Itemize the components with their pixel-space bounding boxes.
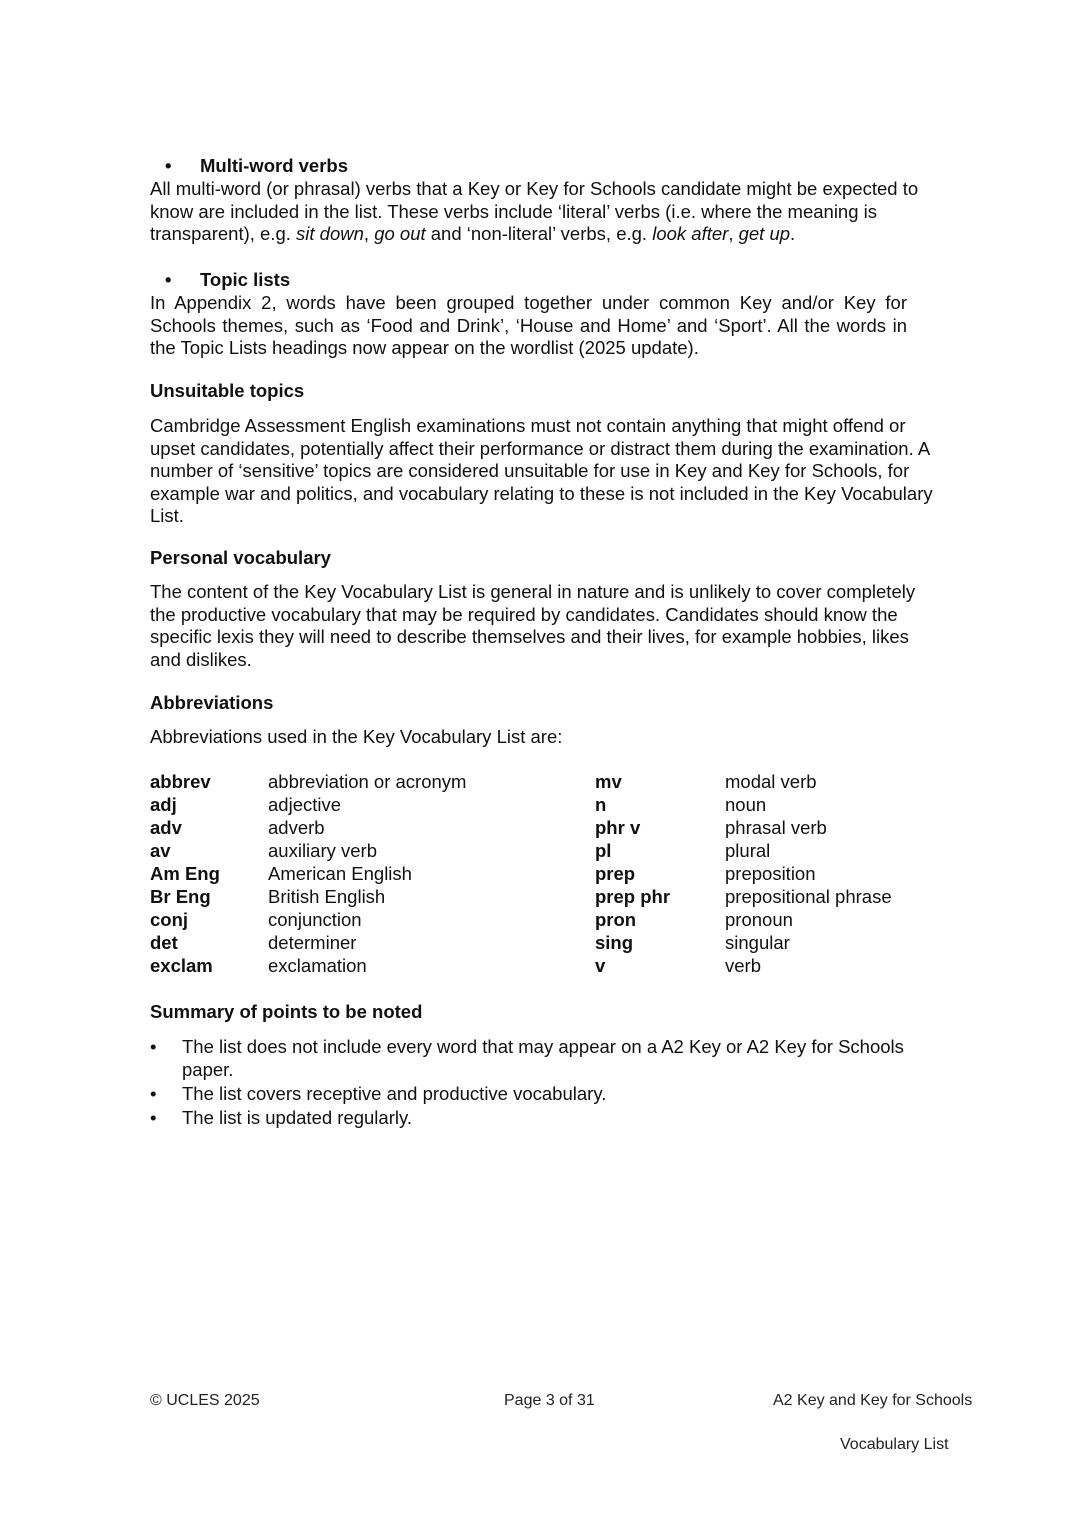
- meaning: singular: [725, 932, 790, 953]
- footer-page-number: Page 3 of 31: [504, 1392, 595, 1409]
- meaning: abbreviation or acronym: [268, 771, 467, 792]
- abbreviations-table: [150, 770, 975, 977]
- abbreviation-row: [150, 931, 975, 954]
- multiword-heading: • Multi-word verbs: [165, 155, 349, 176]
- personal-paragraph: The content of the Key Vocabulary List is general in nature and is unlikely to cover completely the productive vocabulary that may be required by candidates. Candidates should know the specific lexis they will need to describe themselves and their lives, for example hobbies, likes and dislikes.: [150, 581, 916, 670]
- meaning: noun: [725, 794, 767, 815]
- abbreviation: conj: [150, 909, 189, 930]
- abbreviation: mv: [595, 771, 622, 792]
- abbreviation-row: [150, 885, 975, 908]
- abbreviation-row: [150, 954, 975, 977]
- summary-item: • The list does not include every word that may appear on a A2 Key or A2 Key for Schools paper.: [150, 1036, 910, 1081]
- unsuitable-heading: Unsuitable topics: [150, 380, 305, 401]
- meaning: determiner: [268, 932, 357, 953]
- heading-text: Topic lists: [200, 269, 291, 290]
- summary-list: [150, 1036, 910, 1131]
- abbreviation: det: [150, 932, 178, 953]
- abbreviation: prep phr: [595, 886, 671, 907]
- abbreviation: Am Eng: [150, 863, 220, 884]
- meaning: auxiliary verb: [268, 840, 377, 861]
- abbreviation: pron: [595, 909, 637, 930]
- abbreviation: v: [595, 955, 606, 976]
- abbreviation-row: [150, 839, 975, 862]
- abbreviation-row: [150, 862, 975, 885]
- summary-heading: Summary of points to be noted: [150, 1001, 423, 1022]
- abbreviation-row: [150, 816, 975, 839]
- abbreviation: abbrev: [150, 771, 211, 792]
- abbreviation: n: [595, 794, 607, 815]
- personal-heading: Personal vocabulary: [150, 547, 331, 568]
- meaning: British English: [268, 886, 386, 907]
- abbreviation: Br Eng: [150, 886, 211, 907]
- abbreviation: av: [150, 840, 171, 861]
- meaning: plural: [725, 840, 771, 861]
- footer-title: A2 Key and Key for Schools: [773, 1392, 973, 1409]
- abbreviation: sing: [595, 932, 634, 953]
- footer-subtitle: Vocabulary List: [840, 1436, 949, 1453]
- abbreviation: adj: [150, 794, 177, 815]
- abbreviation-row: [150, 770, 975, 793]
- abbreviation: pl: [595, 840, 612, 861]
- meaning: American English: [268, 863, 412, 884]
- meaning: conjunction: [268, 909, 362, 930]
- meaning: exclamation: [268, 955, 367, 976]
- abbreviation: adv: [150, 817, 182, 838]
- footer-copyright: © UCLES 2025: [150, 1392, 260, 1409]
- meaning: pronoun: [725, 909, 793, 930]
- abbreviation-row: [150, 793, 975, 816]
- meaning: adjective: [268, 794, 342, 815]
- meaning: prepositional phrase: [725, 886, 892, 907]
- heading-text: Multi-word verbs: [200, 155, 349, 176]
- topic-heading: • Topic lists: [165, 269, 291, 290]
- multiword-paragraph: All multi-word (or phrasal) verbs that a Key or Key for Schools candidate might be expected to know are included in the list. These verbs include ‘literal’ verbs (i.e. where the meaning is transparent), e.g. sit down, go out and ‘non-literal’ verbs, e.g. look after, get up.: [150, 178, 919, 244]
- summary-item: • The list covers receptive and productive vocabulary.: [150, 1083, 910, 1106]
- abbreviation: phr v: [595, 817, 641, 838]
- abbreviations-heading: Abbreviations: [150, 692, 274, 713]
- abbreviation-row: [150, 908, 975, 931]
- unsuitable-paragraph: Cambridge Assessment English examinations must not contain anything that might offend or upset candidates, potentially affect their performance or distract them during the examination. A number of ‘sensitive’ topics are considered unsuitable for use in Key and Key for Schools, for example war and politics, and vocabulary relating to these is not included in the Key Vocabulary List.: [150, 415, 933, 526]
- summary-item: • The list is updated regularly.: [150, 1107, 910, 1130]
- abbreviation: exclam: [150, 955, 213, 976]
- abbreviations-intro: Abbreviations used in the Key Vocabulary List are:: [150, 726, 563, 747]
- topic-paragraph: In Appendix 2, words have been grouped together under common Key and/or Key for Schools themes, such as ‘Food and Drink’, ‘House and Home’ and ‘Sport’. All the words in the Topic Lists headings now appear on the wordlist (2025 update).: [150, 292, 907, 358]
- meaning: modal verb: [725, 771, 817, 792]
- meaning: verb: [725, 955, 761, 976]
- meaning: adverb: [268, 817, 325, 838]
- meaning: phrasal verb: [725, 817, 827, 838]
- meaning: preposition: [725, 863, 816, 884]
- abbreviation: prep: [595, 863, 636, 884]
